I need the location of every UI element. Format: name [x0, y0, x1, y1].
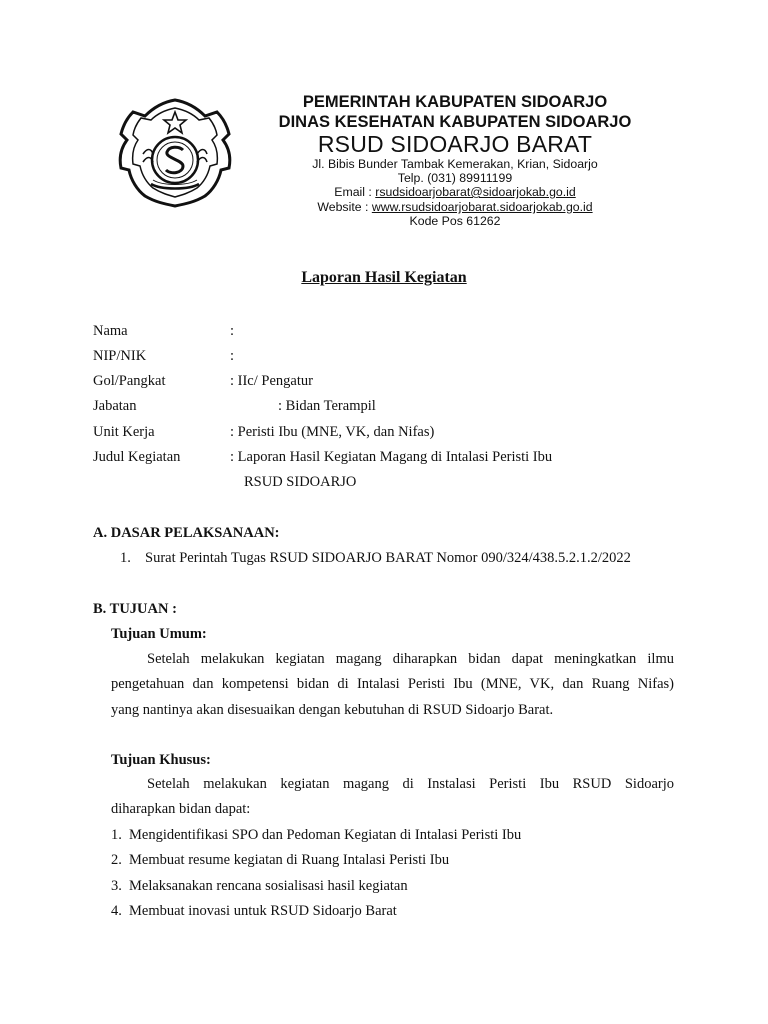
section-a-item-number: 1.	[120, 550, 131, 566]
letterhead-email-line	[240, 185, 670, 199]
email-label: Email :	[334, 185, 376, 199]
tujuan-khusus-item-4-number: 4.	[111, 903, 122, 919]
identity-label-golongan: Gol/Pangkat	[93, 373, 166, 389]
letterhead-address: Jl. Bibis Bunder Tambak Kemerakan, Krian, Sidoarjo	[312, 157, 598, 171]
identity-label-nama: Nama	[93, 323, 128, 339]
identity-value-judul-cont: RSUD SIDOARJO	[244, 474, 357, 490]
website-label: Website :	[317, 200, 372, 214]
letterhead-institution: RSUD SIDOARJO BARAT	[317, 131, 593, 157]
tujuan-khusus-item-3-text: Melaksanakan rencana sosialisasi hasil kegiatan	[129, 878, 408, 894]
letterhead-postal-code: Kode Pos 61262	[409, 214, 501, 228]
identity-value-nama: :	[230, 323, 235, 339]
letterhead-website-line	[240, 200, 670, 214]
report-title: Laporan Hasil Kegiatan	[301, 269, 467, 286]
tujuan-umum-line-3: yang nantinya akan disesuaikan dengan kebutuhan di RSUD Sidoarjo Barat.	[111, 702, 554, 718]
letterhead-phone: Telp. (031) 89911199	[397, 171, 513, 185]
tujuan-khusus-line-1: Setelah melakukan kegiatan magang di Instalasi Peristi Ibu RSUD Sidoarjo	[147, 776, 674, 792]
section-b-heading: B. TUJUAN :	[93, 601, 177, 617]
identity-value-nip: :	[230, 348, 235, 364]
tujuan-umum-line-2: pengetahuan dan kompetensi bidan di Intalasi Peristi Ibu (MNE, VK, dan Ruang Nifas)	[111, 676, 674, 692]
tujuan-umum-heading: Tujuan Umum:	[111, 626, 207, 642]
identity-label-unit: Unit Kerja	[93, 424, 155, 440]
tujuan-khusus-item-3-number: 3.	[111, 878, 122, 894]
tujuan-khusus-item-2-number: 2.	[111, 852, 122, 868]
website-link[interactable]: www.rsudsidoarjobarat.sidoarjokab.go.id	[371, 200, 593, 214]
identity-label-judul: Judul Kegiatan	[93, 449, 181, 465]
tujuan-khusus-item-1-number: 1.	[111, 827, 122, 843]
section-a-heading: A. DASAR PELAKSANAAN:	[93, 525, 280, 541]
identity-value-unit: : Peristi Ibu (MNE, VK, dan Nifas)	[230, 424, 435, 440]
tujuan-khusus-line-2: diharapkan bidan dapat:	[111, 801, 251, 817]
tujuan-khusus-item-2-text: Membuat resume kegiatan di Ruang Intalasi Peristi Ibu	[129, 852, 450, 868]
identity-value-golongan: : IIc/ Pengatur	[230, 373, 313, 389]
tujuan-umum-line-1: Setelah melakukan kegiatan magang diharapkan bidan dapat meningkatkan ilmu	[147, 651, 674, 667]
letterhead-department: DINAS KESEHATAN KABUPATEN SIDOARJO	[278, 113, 632, 131]
section-a-item-text: Surat Perintah Tugas RSUD SIDOARJO BARAT Nomor 090/324/438.5.2.1.2/2022	[145, 550, 631, 566]
identity-value-jabatan: : Bidan Terampil	[278, 398, 376, 414]
letterhead-government: PEMERINTAH KABUPATEN SIDOARJO	[302, 93, 608, 111]
rsud-sidoarjo-logo-icon	[113, 96, 237, 208]
identity-label-jabatan: Jabatan	[93, 398, 137, 414]
tujuan-khusus-heading: Tujuan Khusus:	[111, 752, 211, 768]
identity-label-nip: NIP/NIK	[93, 348, 147, 364]
tujuan-khusus-item-4-text: Membuat inovasi untuk RSUD Sidoarjo Barat	[129, 903, 397, 919]
tujuan-khusus-item-1-text: Mengidentifikasi SPO dan Pedoman Kegiatan di Intalasi Peristi Ibu	[129, 827, 522, 843]
identity-value-judul: : Laporan Hasil Kegiatan Magang di Intalasi Peristi Ibu	[230, 449, 553, 465]
email-link[interactable]: rsudsidoarjobarat@sidoarjokab.go.id	[375, 185, 576, 199]
